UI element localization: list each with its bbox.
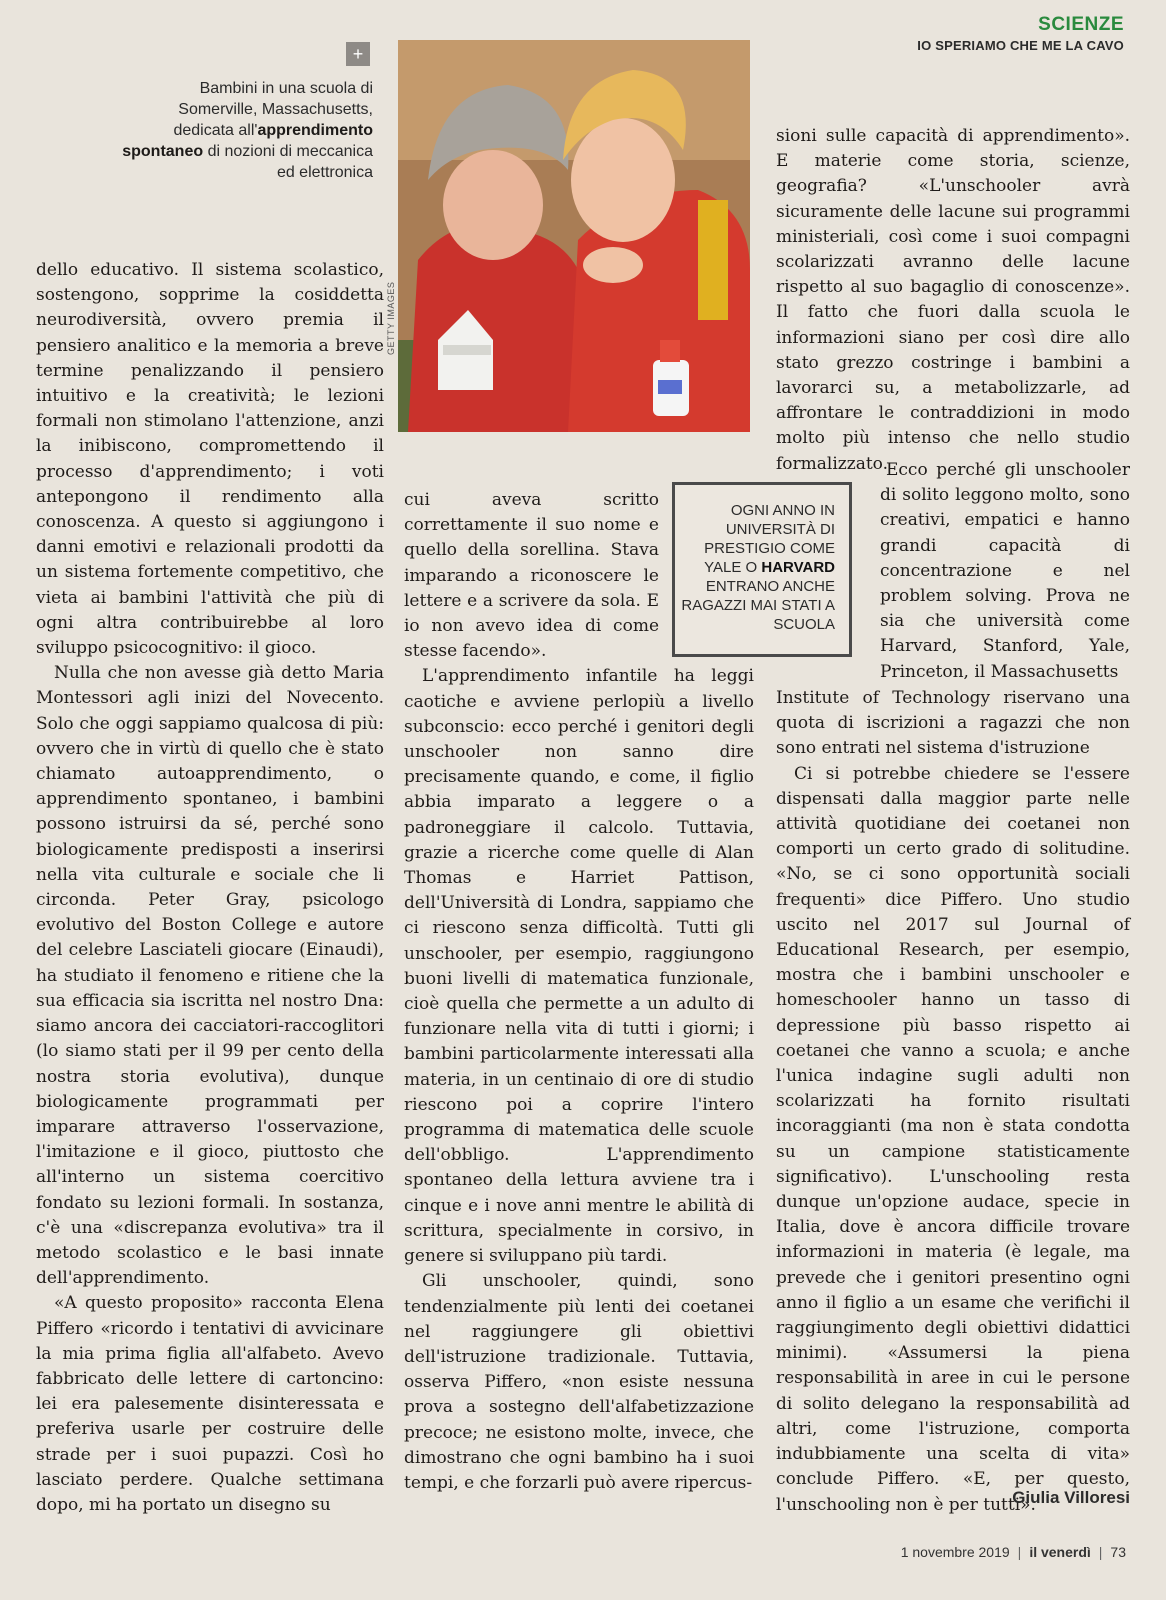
caption-text-a: Bambini in una scuola di Somerville, Massachusetts, dedicata all'	[173, 80, 373, 139]
article-column-left	[36, 258, 384, 1518]
paragraph: Ci si potrebbe chiedere se l'essere dispensati dalla maggior parte nelle attività quotidiane dei coetanei non comporti un certo grado di solitudine. «No, se ci sono opportunità sociali frequenti» dice Piffero. Uno studio uscito nel 2017 sul Journal of Educational Research, per esempio, mostra che i bambini unschooler e homeschooler hanno un tasso di depressione più basso rispetto ai coetanei che vanno a scuola; e anche l'unica indagine sugli adulti non scolarizzati ha fornito risultati incoraggianti (ma non è stata condotta su un campione statisticamente significativo). L'unschooling resta dunque un'opzione audace, specie in Italia, dove è ancora difficile trovare informazioni in materia (è legale, ma prevede che i genitori presentino ogni anno il figlio a un esame che verifichi il raggiungimento degli obiettivi didattici minimi). «Assumersi la piena responsabilità in aree in cui le persone di solito delegano la responsabilità ad altri, come l'istruzione, comporta indubbiamente una scelta di vita» conclude Piffero. «E, per questo, l'unschooling non è per tutti».	[776, 763, 1130, 1515]
paragraph: sioni sulle capacità di apprendimento». E materie come storia, scienze, geografia? «L'unschooler avrà sicuramente delle lacune sui programmi ministeriali, così come i suoi compagni scolarizzati avranno delle lacune rispetto al suo bagaglio di conoscenze». Il fatto che fuori dalla scuola le informazioni siano per così dire allo stato grezzo costringe i bambini a lavorarci su, a metabolizzarle, ad affrontare le contraddizioni in modo molto più intenso che nello studio formalizzato.	[776, 126, 1130, 474]
paragraph: «A questo proposito» racconta Elena Piffero «ricordo i tentativi di avvicinare la mia prima figlia all'alfabeto. Avevo fabbricato delle lettere di cartoncino: lei era palesemente disinteressata e preferiva usarle per costruire delle strade per i suoi pupazzi. Così ho lasciato perdere. Qualche settimana dopo, mi ha portato un disegno su	[36, 1293, 384, 1515]
photo-credit: GETTY IMAGES	[386, 281, 396, 355]
paragraph: Institute of Technology riservano una quota di iscrizioni a ragazzi che non sono entrati nel sistema d'istruzione	[776, 688, 1130, 759]
page-number: 73	[1110, 1544, 1126, 1560]
section-title: SCIENZE	[1038, 14, 1124, 35]
pull-quote-bold: HARVARD	[761, 559, 835, 576]
children-photo-illustration	[398, 40, 750, 432]
article-column-right-bottom	[776, 686, 1130, 1518]
author-byline: Giulia Villoresi	[1012, 1488, 1130, 1507]
article-column-right-float	[880, 458, 1130, 685]
pull-quote-text-b: ENTRANO ANCHE RAGAZZI MAI STATI A SCUOLA	[681, 578, 835, 633]
paragraph: cui aveva scritto correttamente il suo nome e quello della sorellina. Stava imparando a riconoscere le lettere e a scrivere da sola. E io non avevo idea di come stesse facendo».	[404, 490, 659, 662]
paragraph: Gli unschooler, quindi, sono tendenzialmente più lenti dei coetanei nel raggiungere gli obiettivi dell'istruzione tradizionale. Tuttavia, osserva Piffero, «non esiste nessuna prova a sostegno dell'alfabetizzazione precoce; ne esistono molte, invece, che dimostrano che ogni bambino ha i suoi tempi, e che forzarli può avere ripercus-	[404, 1271, 754, 1493]
magazine-name: il venerdì	[1029, 1544, 1091, 1560]
section-subtitle: IO SPERIAMO CHE ME LA CAVO	[917, 38, 1124, 53]
footer-divider: |	[1017, 1544, 1022, 1560]
paragraph: dello educativo. Il sistema scolastico, sostengono, sopprime la cosiddetta neurodiversità, ovvero premia il pensiero analitico e la memoria a breve termine penalizzando il pensiero intuitivo e la creatività; le lezioni formali non stimolano l'attenzione, anzi la inibiscono, compromettendo il processo d'apprendimento; i voti antepongono il rendimento alla conoscenza. A questo si aggiungono i danni emotivi e relazionali prodotti da un sistema fortemente competitivo, che vieta ai bambini l'attività che più di ogni altra contribuirebbe al loro sviluppo psicocognitivo: il gioco.	[36, 260, 384, 659]
pull-quote-text-a: OGNI ANNO IN UNIVERSITÀ DI PRESTIGIO COME YALE O	[704, 502, 835, 576]
caption-text-b: di nozioni di meccanica ed elettronica	[203, 143, 373, 181]
paragraph: L'apprendimento infantile ha leggi caotiche e avviene perlopiù a livello subconscio: ecco perché i genitori degli unschooler non sanno dire precisamente quando, e come, il figlio abbia imparato a leggere o a padroneggiare il calcolo. Tuttavia, grazie a ricerche come quelle di Alan Thomas e Harriet Pattison, dell'Università di Londra, sappiamo che ci riescono senza difficoltà. Tutti gli unschooler, per esempio, raggiungono buoni livelli di matematica funzionale, cioè quella che permette a un adulto di funzionare nella vita di tutti i giorni; i bambini particolarmente interessati alla materia, in un centinaio di ore di studio riescono poi a coprire l'intero programma di matematica delle scuole dell'obbligo. L'apprendimento spontaneo della lettura avviene tra i cinque e i nove anni mentre le abilità di scrittura, specialmente in corsivo, in genere si sviluppano più tardi.	[404, 666, 754, 1267]
plus-icon: +	[346, 42, 370, 66]
article-column-right	[776, 124, 1130, 477]
pull-quote	[672, 482, 852, 657]
paragraph: Nulla che non avesse già detto Maria Montessori agli inizi del Novecento. Solo che oggi sappiamo qualcosa di più: ovvero che in virtù di quello che è stato chiamato autoapprendimento, o apprendimento spontaneo, i bambini possono istruirsi da sé, perché sono biologicamente predisposti a inserirsi nella vita culturale e sociale che li circonda. Peter Gray, psicologo evolutivo del Boston College e autore del celebre Lasciateli giocare (Einaudi), ha studiato il fenomeno e ritiene che la sua efficacia sia iscritta nel nostro Dna: siamo ancora dei cacciatori-raccoglitori (lo siamo stati per il 99 per cento della nostra storia evolutiva), dunque biologicamente programmati per imparare attraverso l'osservazione, l'imitazione e il gioco, piuttosto che all'interno un sistema coercitivo fondato su lezioni formali. In sostanza, c'è una «discrepanza evolutiva» tra il metodo scolastico e le basi innate dell'apprendimento.	[36, 663, 384, 1289]
footer-divider: |	[1098, 1544, 1103, 1560]
section-header	[917, 14, 1124, 53]
article-photo	[398, 40, 750, 432]
caption-bold: apprendimento spontaneo	[122, 122, 373, 160]
issue-date: 1 novembre 2019	[900, 1544, 1010, 1560]
paragraph: Ecco perché gli unschooler di solito leggono molto, sono creativi, empatici e hanno grandi capacità di concentrazione e nel problem solving. Prova ne sia che università come Harvard, Stanford, Yale, Princeton, il Massachusetts	[880, 460, 1130, 682]
photo-caption	[118, 78, 373, 183]
page-footer	[901, 1544, 1126, 1560]
